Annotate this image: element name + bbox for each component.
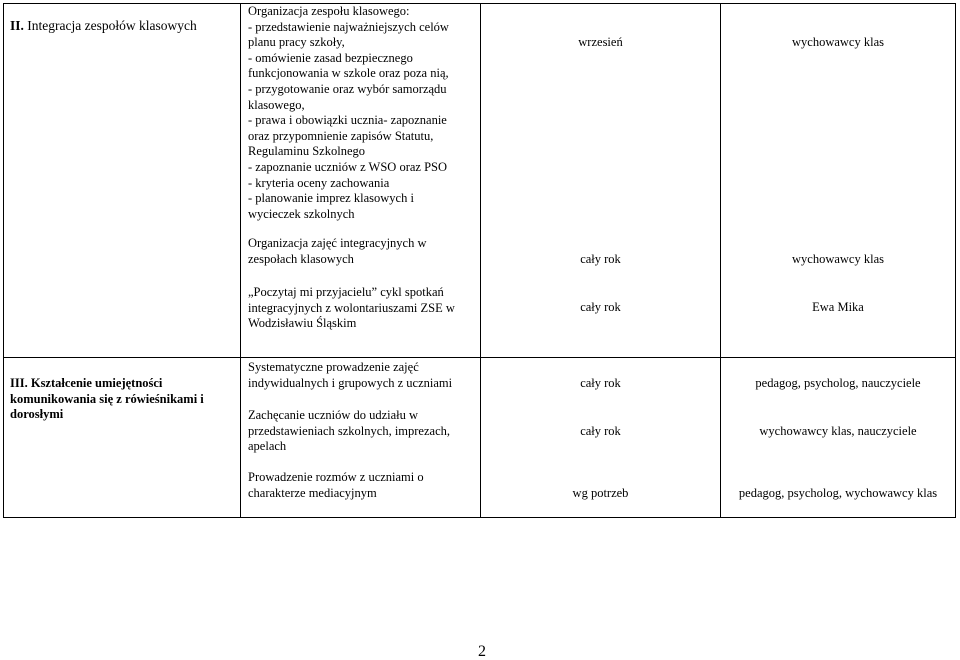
- section-title-ii: [10, 18, 236, 34]
- responsible-cell: wychowawcy klas: [792, 35, 884, 49]
- responsible-cell: Ewa Mika: [812, 300, 864, 314]
- term-cell: cały rok: [580, 300, 621, 314]
- term-cell: wrzesień: [578, 35, 623, 49]
- page-number: 2: [478, 643, 486, 660]
- section-title-iii: III. Kształcenie umiejętności komunikowania się z rówieśnikami i dorosłymi: [10, 376, 204, 422]
- term-cell: cały rok: [580, 252, 621, 266]
- section-title-text: Integracja zespołów klasowych: [27, 18, 197, 33]
- task-cell: Systematyczne prowadzenie zajęć indywidualnych i grupowych z uczniami: [248, 360, 453, 390]
- table-border-right: [955, 3, 956, 518]
- term-cell: cały rok: [580, 376, 621, 390]
- column-divider-1: [240, 3, 241, 518]
- task-cell: Prowadzenie rozmów z uczniami o charakterze mediacyjnym: [248, 470, 424, 500]
- section-number: II.: [10, 18, 24, 33]
- responsible-cell: pedagog, psycholog, wychowawcy klas: [738, 486, 938, 500]
- term-cell: wg potrzeb: [572, 486, 629, 500]
- term-cell: cały rok: [580, 424, 621, 438]
- responsible-cell: pedagog, psycholog, nauczyciele: [755, 376, 921, 390]
- task-cell: Organizacja zespołu klasowego: - przedstawienie najważniejszych celów planu pracy szkoły, - omówienie zasad bezpiecznego funkcjonowania w szkole oraz poza nią, - przygotowanie oraz wybór samorządu klasowego, - prawa i obowiązki ucznia- zapoznanie oraz przypomnienie zapisów Statutu, Regulaminu Szkolnego - zapoznanie uczniów z WSO oraz PSO - kryteria oceny zachowania - planowanie imprez klasowych i wycieczek szkolnych: [248, 4, 449, 221]
- responsible-cell: wychowawcy klas: [792, 252, 884, 266]
- task-cell: Organizacja zajęć integracyjnych w zespołach klasowych: [248, 236, 427, 266]
- task-cell: Zachęcanie uczniów do udziału w przedstawieniach szkolnych, imprezach, apelach: [248, 408, 450, 454]
- task-cell: „Poczytaj mi przyjacielu” cykl spotkań integracyjnych z wolontariuszami ZSE w Wodzisławiu Śląskim: [248, 285, 455, 331]
- responsible-cell: wychowawcy klas, nauczyciele: [759, 424, 917, 438]
- table-border-left: [3, 3, 4, 518]
